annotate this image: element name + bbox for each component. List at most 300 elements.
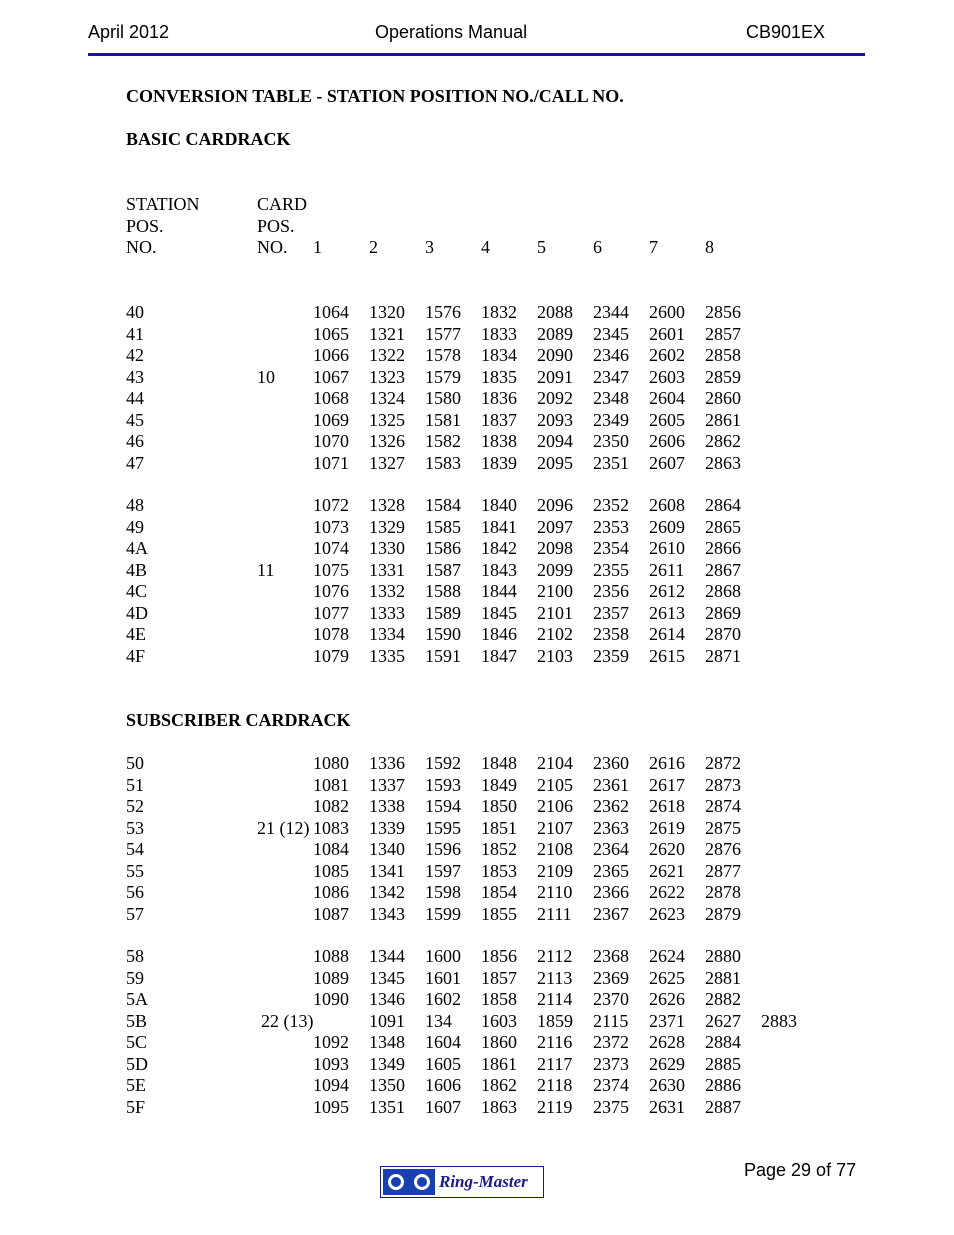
call-no-cell: 2876	[705, 839, 741, 859]
call-no-cell: 1321	[369, 323, 405, 344]
call-no-cell: 1069	[313, 409, 349, 430]
call-no-cell: 1851	[481, 817, 517, 838]
call-no-cell: 2102	[537, 624, 573, 644]
call-no-cell: 2611	[649, 559, 685, 580]
station-pos-cell: 4C	[126, 581, 148, 601]
call-no-cell: 2881	[705, 967, 741, 988]
call-no-cell: 1605	[425, 1053, 461, 1074]
call-no-cell: 2365	[593, 860, 629, 881]
position-header: 8	[705, 237, 714, 257]
call-no-cell: 2867	[705, 559, 741, 580]
call-no-cell: 1581	[425, 409, 461, 430]
call-no-cell: 2359	[593, 645, 629, 666]
call-no-cell: 1343	[369, 903, 405, 924]
call-no-cell: 2865	[705, 516, 741, 537]
call-no-cell: 1080	[313, 753, 349, 773]
call-no-cell: 1603	[481, 1010, 517, 1031]
station-pos-cell: 40	[126, 302, 144, 322]
call-no-cell: 1859	[537, 1010, 573, 1031]
call-no-cell: 1860	[481, 1032, 517, 1052]
station-pos-cell: 46	[126, 431, 144, 451]
table-row	[0, 560, 954, 581]
call-no-cell: 2625	[649, 967, 685, 988]
call-no-cell: 1068	[313, 388, 349, 408]
station-pos-cell: 4F	[126, 645, 146, 666]
call-no-cell: 1593	[425, 774, 461, 795]
call-no-cell: 2616	[649, 753, 685, 773]
call-no-cell: 2111	[537, 903, 572, 924]
call-no-cell: 1077	[313, 602, 349, 623]
call-no-cell: 2862	[705, 431, 741, 451]
call-no-cell: 1076	[313, 581, 349, 601]
call-no-cell: 1586	[425, 538, 461, 558]
call-no-cell: 1081	[313, 774, 349, 795]
call-no-cell: 1599	[425, 903, 461, 924]
table-row	[0, 1075, 954, 1096]
station-pos-cell: 49	[126, 516, 144, 537]
document-title: CONVERSION TABLE - STATION POSITION NO./CALL NO.	[126, 86, 624, 106]
station-pos-cell: 42	[126, 345, 144, 365]
call-no-cell: 1338	[369, 796, 405, 816]
call-no-cell: 2615	[649, 645, 685, 666]
section-basic-cardrack: BASIC CARDRACK	[126, 129, 291, 149]
table-row	[0, 367, 954, 388]
table-row	[0, 989, 954, 1010]
call-no-cell: 1089	[313, 967, 349, 988]
call-no-cell: 1344	[369, 946, 405, 966]
call-no-cell: 1853	[481, 860, 517, 881]
call-no-cell: 2886	[705, 1075, 741, 1095]
call-no-cell: 2357	[593, 602, 629, 623]
call-no-cell: 2617	[649, 774, 685, 795]
call-no-cell: 2098	[537, 538, 573, 558]
call-no-cell: 2345	[593, 323, 629, 344]
call-no-cell: 2371	[649, 1010, 685, 1031]
call-no-cell: 2349	[593, 409, 629, 430]
call-no-cell: 2346	[593, 345, 629, 365]
call-no-cell: 2884	[705, 1032, 741, 1052]
call-no-cell: 2618	[649, 796, 685, 816]
call-no-cell: 1341	[369, 860, 405, 881]
call-no-cell: 2874	[705, 796, 741, 816]
call-no-cell: 1845	[481, 602, 517, 623]
call-no-cell: 1340	[369, 839, 405, 859]
table-row	[0, 538, 954, 559]
call-no-cell: 2347	[593, 366, 629, 387]
header-rule	[88, 53, 865, 56]
call-no-cell: 1602	[425, 989, 461, 1009]
call-no-cell: 2344	[593, 302, 629, 322]
call-no-cell: 2857	[705, 323, 741, 344]
call-no-cell: 1085	[313, 860, 349, 881]
call-no-cell: 2613	[649, 602, 685, 623]
call-no-cell: 1847	[481, 645, 517, 666]
call-no-cell: 1339	[369, 817, 405, 838]
station-pos-cell: 5B	[126, 1010, 148, 1031]
call-no-cell: 2606	[649, 431, 685, 451]
call-no-cell: 2369	[593, 967, 629, 988]
table-row	[0, 1097, 954, 1118]
call-no-cell: 1073	[313, 516, 349, 537]
call-no-cell: 2622	[649, 882, 685, 902]
call-no-cell: 1346	[369, 989, 405, 1009]
table-row	[0, 624, 954, 645]
call-no-cell: 1834	[481, 345, 517, 365]
position-header: 2	[369, 237, 378, 257]
call-no-cell: 2354	[593, 538, 629, 558]
call-no-cell: 2360	[593, 753, 629, 773]
call-no-cell: 1848	[481, 753, 517, 773]
call-no-cell: 2089	[537, 323, 573, 344]
call-no-cell: 1326	[369, 431, 405, 451]
call-no-cell: 1088	[313, 946, 349, 966]
call-no-cell: 2105	[537, 774, 573, 795]
call-no-cell: 2091	[537, 366, 573, 387]
call-no-cell: 2868	[705, 581, 741, 601]
call-no-cell: 1580	[425, 388, 461, 408]
call-no-cell: 2361	[593, 774, 629, 795]
call-no-cell: 1861	[481, 1053, 517, 1074]
call-no-cell: 1349	[369, 1053, 405, 1074]
call-no-cell: 1856	[481, 946, 517, 966]
call-no-cell: 1082	[313, 796, 349, 816]
call-no-cell: 2600	[649, 302, 685, 322]
call-no-cell: 2859	[705, 366, 741, 387]
call-no-cell: 2602	[649, 345, 685, 365]
station-pos-cell: 5E	[126, 1075, 146, 1095]
call-no-cell: 1852	[481, 839, 517, 859]
station-pos-cell: 59	[126, 967, 144, 988]
call-no-cell: 1600	[425, 946, 461, 966]
table-row	[0, 495, 954, 516]
logo-text: Ring-Master	[439, 1172, 528, 1191]
call-no-cell: 2372	[593, 1032, 629, 1052]
call-no-cell: 2118	[537, 1075, 573, 1095]
call-no-cell: 2366	[593, 882, 629, 902]
call-no-cell: 2873	[705, 774, 741, 795]
station-pos-cell: 47	[126, 452, 144, 473]
call-no-cell: 2104	[537, 753, 573, 773]
call-no-cell: 2116	[537, 1032, 573, 1052]
call-no-cell: 1579	[425, 366, 461, 387]
call-no-cell: 2364	[593, 839, 629, 859]
station-pos-cell: 5A	[126, 989, 148, 1009]
call-no-cell: 1348	[369, 1032, 405, 1052]
call-no-cell: 2863	[705, 452, 741, 473]
call-no-cell: 2604	[649, 388, 685, 408]
call-no-cell: 2861	[705, 409, 741, 430]
station-pos-cell: 51	[126, 774, 144, 795]
call-no-cell: 1087	[313, 903, 349, 924]
call-no-cell: 1850	[481, 796, 517, 816]
call-no-cell: 1336	[369, 753, 405, 773]
call-no-cell: 2609	[649, 516, 685, 537]
call-no-cell: 1597	[425, 860, 461, 881]
table-row	[0, 796, 954, 817]
call-no-cell: 2877	[705, 860, 741, 881]
station-pos-cell: 48	[126, 495, 144, 515]
table-row	[0, 345, 954, 366]
call-no-cell: 1093	[313, 1053, 349, 1074]
call-no-cell: 2088	[537, 302, 573, 322]
call-no-cell: 2373	[593, 1053, 629, 1074]
station-pos-cell: 5D	[126, 1053, 148, 1074]
call-no-cell: 2090	[537, 345, 573, 365]
call-no-cell: 2870	[705, 624, 741, 644]
call-no-cell: 2095	[537, 452, 573, 473]
call-no-cell: 2607	[649, 452, 685, 473]
call-no-cell: 2603	[649, 366, 685, 387]
call-no-cell: 1071	[313, 452, 349, 473]
call-no-cell: 1841	[481, 516, 517, 537]
call-no-cell: 2096	[537, 495, 573, 515]
call-no-cell: 1078	[313, 624, 349, 644]
call-no-cell: 1095	[313, 1096, 349, 1117]
call-no-cell: 1590	[425, 624, 461, 644]
header-date: April 2012	[88, 22, 170, 42]
call-no-cell: 1330	[369, 538, 405, 558]
call-no-cell: 2093	[537, 409, 573, 430]
call-no-cell: 1350	[369, 1075, 405, 1095]
call-no-cell: 2619	[649, 817, 685, 838]
position-header: 7	[649, 237, 658, 257]
card-pos-cell: 22 (13)	[261, 1010, 314, 1031]
position-header: 1	[313, 237, 322, 257]
call-no-cell: 1079	[313, 645, 349, 666]
call-no-cell: 1595	[425, 817, 461, 838]
call-no-cell: 1064	[313, 302, 349, 322]
call-no-cell: 2630	[649, 1075, 685, 1095]
call-no-cell: 1065	[313, 323, 349, 344]
position-header: 5	[537, 237, 546, 257]
call-no-cell: 1334	[369, 624, 405, 644]
call-no-cell: 1842	[481, 538, 517, 558]
call-no-cell: 2629	[649, 1053, 685, 1074]
position-header: 6	[593, 237, 602, 257]
call-no-cell: 1328	[369, 495, 405, 515]
table-row	[0, 517, 954, 538]
call-no-cell: 2367	[593, 903, 629, 924]
call-no-cell: 2866	[705, 538, 741, 558]
table-row	[0, 1011, 954, 1032]
call-no-cell: 1836	[481, 388, 517, 408]
table-row	[0, 882, 954, 903]
call-no-cell: 2363	[593, 817, 629, 838]
call-no-cell: 1832	[481, 302, 517, 322]
station-pos-cell: 43	[126, 366, 144, 387]
call-no-cell: 2621	[649, 860, 685, 881]
call-no-cell: 1583	[425, 452, 461, 473]
call-no-cell: 1584	[425, 495, 461, 515]
call-no-cell: 2375	[593, 1096, 629, 1117]
header-model: CB901EX	[746, 22, 826, 42]
call-no-cell: 1074	[313, 538, 349, 558]
station-pos-cell: 41	[126, 323, 144, 344]
call-no-cell: 2614	[649, 624, 685, 644]
station-header-line: POS.	[126, 216, 164, 236]
call-no-cell: 2099	[537, 559, 573, 580]
call-no-cell: 2358	[593, 624, 629, 644]
call-no-cell: 1837	[481, 409, 517, 430]
station-pos-cell: 54	[126, 839, 144, 859]
call-no-cell: 1838	[481, 431, 517, 451]
call-no-cell: 1862	[481, 1075, 517, 1095]
call-no-cell: 1072	[313, 495, 349, 515]
card-header-line: CARD	[257, 194, 308, 214]
call-no-cell: 1335	[369, 645, 405, 666]
call-no-cell: 1844	[481, 581, 517, 601]
call-no-cell: 2627	[705, 1010, 741, 1031]
card-pos-cell: 10	[257, 366, 275, 387]
station-header-line: STATION	[126, 194, 200, 214]
call-no-cell: 2362	[593, 796, 629, 816]
call-no-cell: 2856	[705, 302, 741, 322]
table-row	[0, 324, 954, 345]
logo-rings-icon	[383, 1169, 435, 1195]
call-no-cell: 2368	[593, 946, 629, 966]
card-header-line: POS.	[257, 216, 295, 236]
call-no-cell: 2108	[537, 839, 573, 859]
call-no-cell: 1086	[313, 882, 349, 902]
call-no-cell: 2871	[705, 645, 741, 666]
call-no-cell: 1587	[425, 559, 461, 580]
call-no-cell: 1325	[369, 409, 405, 430]
call-no-cell: 2610	[649, 538, 685, 558]
call-no-cell: 1840	[481, 495, 517, 515]
table-row	[0, 603, 954, 624]
table-row	[0, 646, 954, 667]
station-pos-cell: 5F	[126, 1096, 146, 1117]
call-no-cell: 2101	[537, 602, 573, 623]
position-header: 4	[481, 237, 490, 257]
call-no-cell: 1329	[369, 516, 405, 537]
call-no-cell: 1070	[313, 431, 349, 451]
call-no-cell: 1075	[313, 559, 349, 580]
call-no-cell: 1854	[481, 882, 517, 902]
table-row	[0, 1032, 954, 1053]
call-no-cell: 2370	[593, 989, 629, 1009]
call-no-cell: 1323	[369, 366, 405, 387]
call-no-cell: 1094	[313, 1075, 349, 1095]
call-no-cell: 1857	[481, 967, 517, 988]
call-no-cell: 1320	[369, 302, 405, 322]
call-no-cell: 1578	[425, 345, 461, 365]
table-row	[0, 904, 954, 925]
station-pos-cell: 57	[126, 903, 144, 924]
page-number: Page 29 of 77	[744, 1160, 857, 1180]
call-no-cell: 2879	[705, 903, 741, 924]
table-row	[0, 861, 954, 882]
call-no-cell: 1839	[481, 452, 517, 473]
call-no-cell: 2112	[537, 946, 573, 966]
call-no-cell: 2878	[705, 882, 741, 902]
call-no-cell: 1331	[369, 559, 405, 580]
call-no-cell: 1589	[425, 602, 461, 623]
call-no-cell: 1324	[369, 388, 405, 408]
call-no-cell: 2869	[705, 602, 741, 623]
table-row	[0, 410, 954, 431]
call-no-cell: 2353	[593, 516, 629, 537]
call-no-cell: 1090	[313, 989, 349, 1009]
call-no-cell: 2352	[593, 495, 629, 515]
call-no-cell: 2601	[649, 323, 685, 344]
call-no-cell: 2626	[649, 989, 685, 1009]
card-pos-cell: 11	[257, 559, 275, 580]
table-row	[0, 581, 954, 602]
call-no-cell: 2119	[537, 1096, 573, 1117]
call-no-cell: 1092	[313, 1032, 349, 1052]
call-no-cell: 2355	[593, 559, 629, 580]
call-no-cell: 2872	[705, 753, 741, 773]
call-no-cell: 2097	[537, 516, 573, 537]
call-no-cell: 1577	[425, 323, 461, 344]
call-no-cell: 2350	[593, 431, 629, 451]
call-no-cell: 1585	[425, 516, 461, 537]
call-no-cell: 1345	[369, 967, 405, 988]
call-no-cell: 1604	[425, 1032, 461, 1052]
call-no-cell: 1833	[481, 323, 517, 344]
call-no-cell: 1337	[369, 774, 405, 795]
call-no-cell: 2631	[649, 1096, 685, 1117]
call-no-cell: 2882	[705, 989, 741, 1009]
station-pos-cell: 5C	[126, 1032, 148, 1052]
station-pos-cell: 4A	[126, 538, 148, 558]
call-no-cell: 2605	[649, 409, 685, 430]
call-no-cell: 1067	[313, 366, 349, 387]
call-no-cell: 1606	[425, 1075, 461, 1095]
station-pos-cell: 58	[126, 946, 144, 966]
call-no-cell: 1332	[369, 581, 405, 601]
header-title: Operations Manual	[375, 22, 528, 42]
station-pos-cell: 45	[126, 409, 144, 430]
call-no-cell: 2110	[537, 882, 573, 902]
table-row	[0, 753, 954, 774]
call-no-cell: 1591	[425, 645, 461, 666]
call-no-cell: 2100	[537, 581, 573, 601]
call-no-cell: 1091	[369, 1010, 405, 1031]
table-row	[0, 839, 954, 860]
call-no-cell: 1594	[425, 796, 461, 816]
station-pos-cell: 4B	[126, 559, 148, 580]
call-no-cell: 2628	[649, 1032, 685, 1052]
call-no-cell: 2623	[649, 903, 685, 924]
call-no-cell: 2860	[705, 388, 741, 408]
call-no-cell: 1322	[369, 345, 405, 365]
table-row	[0, 453, 954, 474]
call-no-cell: 2109	[537, 860, 573, 881]
call-no-cell: 1601	[425, 967, 461, 988]
table-row	[0, 302, 954, 323]
station-pos-cell: 52	[126, 796, 144, 816]
call-no-cell: 1858	[481, 989, 517, 1009]
call-no-cell: 1582	[425, 431, 461, 451]
station-pos-cell: 50	[126, 753, 144, 773]
call-no-cell: 2348	[593, 388, 629, 408]
call-no-cell: 1835	[481, 366, 517, 387]
call-no-cell: 2106	[537, 796, 573, 816]
call-no-cell: 2624	[649, 946, 685, 966]
call-no-cell: 1846	[481, 624, 517, 644]
call-no-cell: 1596	[425, 839, 461, 859]
call-no-cell: 1843	[481, 559, 517, 580]
call-no-cell: 1607	[425, 1096, 461, 1117]
call-no-cell: 2875	[705, 817, 741, 838]
call-no-cell: 2885	[705, 1053, 741, 1074]
call-no-cell: 1084	[313, 839, 349, 859]
call-no-cell: 2864	[705, 495, 741, 515]
call-no-cell: 2887	[705, 1096, 741, 1117]
call-no-cell: 1576	[425, 302, 461, 322]
